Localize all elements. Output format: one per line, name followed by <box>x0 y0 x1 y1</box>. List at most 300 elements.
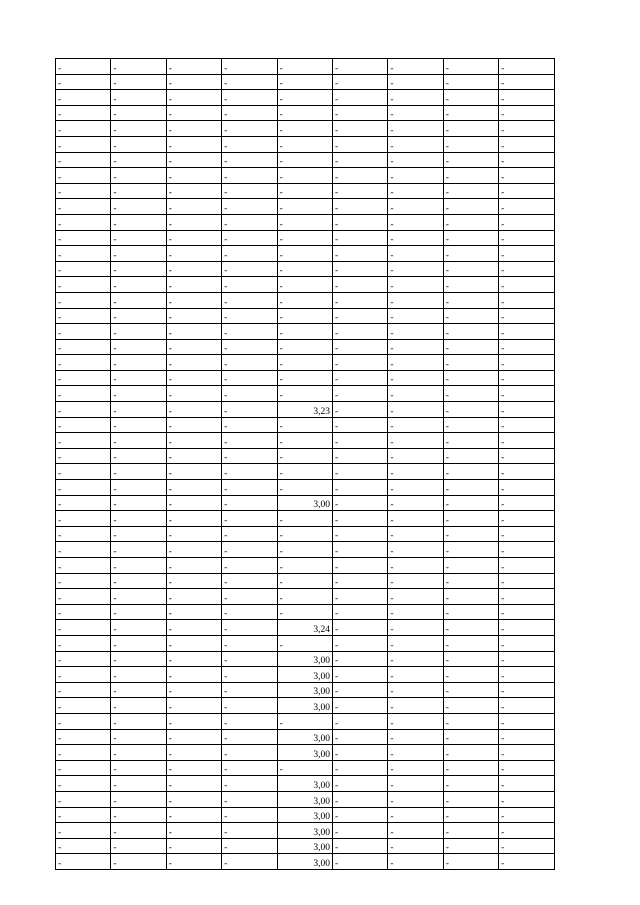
table-cell: - <box>277 230 332 246</box>
table-cell: - <box>443 745 498 761</box>
table-cell: - <box>222 573 277 589</box>
table-cell: - <box>332 386 387 402</box>
table-cell: - <box>277 324 332 340</box>
table-row <box>56 558 555 574</box>
table-cell: - <box>388 573 443 589</box>
table-cell: - <box>443 121 498 137</box>
table-cell: - <box>222 620 277 636</box>
table-cell: - <box>443 246 498 262</box>
table-row <box>56 776 555 792</box>
table-cell: - <box>499 152 554 168</box>
table-row <box>56 292 555 308</box>
table-cell: - <box>56 339 111 355</box>
table-cell: - <box>166 464 221 480</box>
table-cell: - <box>166 448 221 464</box>
table-cell: - <box>56 745 111 761</box>
table-row <box>56 402 555 418</box>
table-cell: 3,23 <box>277 402 332 418</box>
table-cell: - <box>388 558 443 574</box>
table-cell: - <box>222 511 277 527</box>
table-cell: - <box>332 277 387 293</box>
table-cell: - <box>332 324 387 340</box>
table-cell: - <box>277 214 332 230</box>
table-cell: - <box>111 59 166 75</box>
table-cell: - <box>443 433 498 449</box>
table-row <box>56 214 555 230</box>
table-cell: - <box>332 308 387 324</box>
table-cell: - <box>388 90 443 106</box>
table-row <box>56 729 555 745</box>
table-cell: - <box>222 854 277 870</box>
table-cell: - <box>56 355 111 371</box>
table-cell: - <box>111 480 166 496</box>
table-cell: - <box>111 558 166 574</box>
table-cell: - <box>443 59 498 75</box>
table-cell: - <box>56 370 111 386</box>
table-cell: - <box>222 136 277 152</box>
table-row <box>56 339 555 355</box>
table-cell: - <box>56 324 111 340</box>
table-cell: - <box>499 105 554 121</box>
data-table <box>55 58 555 870</box>
table-body <box>56 59 555 870</box>
table-cell: - <box>166 651 221 667</box>
table-row <box>56 433 555 449</box>
table-cell: - <box>388 230 443 246</box>
table-cell: - <box>388 448 443 464</box>
table-cell: - <box>443 526 498 542</box>
table-cell: - <box>388 651 443 667</box>
table-cell: - <box>443 90 498 106</box>
table-cell: - <box>222 230 277 246</box>
table-row <box>56 573 555 589</box>
table-cell: 3,00 <box>277 682 332 698</box>
table-cell: - <box>277 604 332 620</box>
table-cell: - <box>332 682 387 698</box>
table-row <box>56 651 555 667</box>
table-cell: - <box>111 183 166 199</box>
table-cell: - <box>332 526 387 542</box>
table-cell: - <box>222 807 277 823</box>
table-cell: - <box>332 495 387 511</box>
table-cell: - <box>388 74 443 90</box>
table-cell: - <box>166 776 221 792</box>
table-cell: - <box>332 573 387 589</box>
table-cell: - <box>166 480 221 496</box>
table-cell: - <box>166 433 221 449</box>
table-cell: - <box>499 667 554 683</box>
table-cell: - <box>332 651 387 667</box>
table-cell: - <box>111 105 166 121</box>
table-row <box>56 308 555 324</box>
table-cell: - <box>277 90 332 106</box>
table-cell: - <box>111 698 166 714</box>
table-cell: - <box>443 74 498 90</box>
table-cell: - <box>56 776 111 792</box>
table-row <box>56 745 555 761</box>
table-cell: - <box>332 339 387 355</box>
table-cell: - <box>222 339 277 355</box>
table-cell: - <box>56 480 111 496</box>
table-cell: - <box>388 542 443 558</box>
table-cell: - <box>222 90 277 106</box>
table-cell: - <box>277 464 332 480</box>
table-cell: - <box>443 199 498 215</box>
table-cell: - <box>56 261 111 277</box>
table-cell: - <box>443 682 498 698</box>
table-cell: - <box>443 776 498 792</box>
table-cell: - <box>499 791 554 807</box>
table-cell: - <box>222 542 277 558</box>
table-cell: - <box>443 635 498 651</box>
table-cell: - <box>499 745 554 761</box>
table-cell: - <box>277 152 332 168</box>
table-cell: - <box>222 526 277 542</box>
table-cell: - <box>388 729 443 745</box>
table-cell: - <box>443 355 498 371</box>
table-cell: - <box>277 370 332 386</box>
table-cell: - <box>499 635 554 651</box>
table-cell: - <box>388 152 443 168</box>
table-cell: - <box>388 791 443 807</box>
table-cell: - <box>443 308 498 324</box>
table-cell: - <box>111 526 166 542</box>
table-row <box>56 105 555 121</box>
table-cell: - <box>443 760 498 776</box>
table-cell: - <box>499 121 554 137</box>
table-cell: - <box>332 589 387 605</box>
table-cell: - <box>443 589 498 605</box>
table-cell: - <box>277 183 332 199</box>
table-cell: - <box>111 589 166 605</box>
table-cell: - <box>388 417 443 433</box>
table-cell: - <box>499 261 554 277</box>
table-cell: - <box>388 105 443 121</box>
table-cell: - <box>499 246 554 262</box>
table-row <box>56 526 555 542</box>
table-cell: 3,00 <box>277 838 332 854</box>
table-cell: - <box>277 121 332 137</box>
table-row <box>56 480 555 496</box>
table-cell: - <box>166 760 221 776</box>
table-cell: - <box>332 261 387 277</box>
table-cell: - <box>111 573 166 589</box>
table-cell: - <box>499 838 554 854</box>
table-cell: - <box>111 277 166 293</box>
table-cell: - <box>277 261 332 277</box>
table-cell: - <box>111 168 166 184</box>
table-row <box>56 199 555 215</box>
table-cell: - <box>499 620 554 636</box>
table-cell: - <box>111 651 166 667</box>
table-cell: - <box>56 292 111 308</box>
table-cell: - <box>388 667 443 683</box>
table-row <box>56 604 555 620</box>
table-cell: - <box>388 464 443 480</box>
table-cell: - <box>443 807 498 823</box>
table-cell: - <box>388 308 443 324</box>
table-cell: - <box>166 620 221 636</box>
table-cell: - <box>56 713 111 729</box>
table-cell: - <box>499 558 554 574</box>
table-cell: - <box>388 745 443 761</box>
table-cell: - <box>111 292 166 308</box>
table-cell: - <box>166 854 221 870</box>
table-cell: - <box>332 168 387 184</box>
table-cell: - <box>277 713 332 729</box>
table-cell: - <box>56 417 111 433</box>
table-cell: - <box>332 355 387 371</box>
table-cell: - <box>499 760 554 776</box>
table-cell: - <box>332 776 387 792</box>
table-cell: - <box>388 168 443 184</box>
table-cell: - <box>277 292 332 308</box>
table-cell: - <box>111 604 166 620</box>
table-cell: - <box>499 417 554 433</box>
table-cell: - <box>111 90 166 106</box>
table-cell: - <box>443 105 498 121</box>
table-cell: - <box>499 823 554 839</box>
table-cell: - <box>443 464 498 480</box>
table-cell: - <box>388 261 443 277</box>
table-cell: - <box>277 59 332 75</box>
table-cell: - <box>111 729 166 745</box>
table-cell: 3,00 <box>277 729 332 745</box>
table-cell: - <box>166 807 221 823</box>
table-cell: - <box>499 573 554 589</box>
table-cell: - <box>222 791 277 807</box>
table-cell: - <box>443 324 498 340</box>
table-cell: - <box>56 838 111 854</box>
table-cell: - <box>111 745 166 761</box>
table-cell: - <box>277 433 332 449</box>
table-cell: - <box>332 729 387 745</box>
table-cell: - <box>56 121 111 137</box>
table-row <box>56 698 555 714</box>
table-cell: - <box>277 355 332 371</box>
table-cell: - <box>56 620 111 636</box>
table-cell: - <box>499 339 554 355</box>
table-cell: - <box>332 90 387 106</box>
table-cell: - <box>111 386 166 402</box>
table-cell: - <box>222 448 277 464</box>
table-cell: - <box>222 682 277 698</box>
table-cell: - <box>332 136 387 152</box>
table-cell: - <box>388 386 443 402</box>
table-cell: 3,00 <box>277 791 332 807</box>
table-cell: - <box>56 542 111 558</box>
table-cell: - <box>56 308 111 324</box>
table-cell: - <box>499 355 554 371</box>
table-cell: - <box>56 698 111 714</box>
table-cell: - <box>166 745 221 761</box>
table-cell: - <box>222 760 277 776</box>
table-cell: - <box>332 105 387 121</box>
table-cell: - <box>111 152 166 168</box>
table-cell: - <box>332 838 387 854</box>
table-cell: - <box>388 370 443 386</box>
table-cell: - <box>56 199 111 215</box>
table-cell: - <box>499 74 554 90</box>
table-cell: - <box>166 277 221 293</box>
table-cell: - <box>388 277 443 293</box>
table-cell: - <box>332 698 387 714</box>
table-cell: - <box>166 292 221 308</box>
table-cell: - <box>388 214 443 230</box>
table-cell: - <box>443 214 498 230</box>
table-cell: - <box>56 277 111 293</box>
table-cell: - <box>56 386 111 402</box>
table-cell: - <box>332 152 387 168</box>
table-cell: - <box>388 59 443 75</box>
table-cell: - <box>443 854 498 870</box>
table-cell: - <box>388 339 443 355</box>
table-cell: - <box>111 402 166 418</box>
table-cell: - <box>443 183 498 199</box>
table-cell: - <box>277 448 332 464</box>
table-cell: - <box>56 183 111 199</box>
table-cell: - <box>499 589 554 605</box>
table-cell: - <box>499 448 554 464</box>
table-cell: - <box>499 651 554 667</box>
table-cell: - <box>166 214 221 230</box>
table-cell: - <box>166 558 221 574</box>
table-cell: - <box>388 526 443 542</box>
table-cell: - <box>443 495 498 511</box>
table-cell: - <box>166 511 221 527</box>
table-cell: 3,00 <box>277 495 332 511</box>
table-row <box>56 589 555 605</box>
table-cell: - <box>166 667 221 683</box>
table-cell: - <box>388 246 443 262</box>
table-cell: - <box>443 402 498 418</box>
table-cell: - <box>222 776 277 792</box>
table-cell: - <box>166 74 221 90</box>
table-cell: - <box>111 511 166 527</box>
table-cell: - <box>499 230 554 246</box>
table-cell: - <box>222 745 277 761</box>
table-cell: - <box>499 308 554 324</box>
table-row <box>56 823 555 839</box>
table-cell: - <box>332 667 387 683</box>
table-cell: - <box>443 698 498 714</box>
table-cell: - <box>443 713 498 729</box>
table-cell: - <box>222 152 277 168</box>
table-cell: - <box>388 495 443 511</box>
table-cell: - <box>111 448 166 464</box>
table-row <box>56 464 555 480</box>
table-row <box>56 183 555 199</box>
table-cell: - <box>277 480 332 496</box>
table-cell: - <box>332 464 387 480</box>
table-row <box>56 277 555 293</box>
table-cell: - <box>111 136 166 152</box>
table-cell: - <box>332 542 387 558</box>
table-cell: - <box>56 511 111 527</box>
table-cell: - <box>166 370 221 386</box>
table-row <box>56 448 555 464</box>
table-cell: - <box>499 183 554 199</box>
table-cell: - <box>111 339 166 355</box>
table-cell: - <box>332 74 387 90</box>
table-row <box>56 386 555 402</box>
table-cell: - <box>499 604 554 620</box>
table-cell: - <box>443 620 498 636</box>
table-cell: - <box>277 511 332 527</box>
table-cell: - <box>222 324 277 340</box>
table-cell: - <box>388 854 443 870</box>
table-cell: - <box>166 823 221 839</box>
table-cell: - <box>222 495 277 511</box>
table-cell: - <box>56 682 111 698</box>
table-cell: - <box>332 183 387 199</box>
table-cell: - <box>277 760 332 776</box>
table-cell: - <box>499 402 554 418</box>
table-cell: - <box>388 136 443 152</box>
table-cell: - <box>388 698 443 714</box>
table-cell: - <box>111 433 166 449</box>
table-cell: - <box>277 526 332 542</box>
table-cell: - <box>499 168 554 184</box>
table-cell: - <box>111 417 166 433</box>
table-row <box>56 355 555 371</box>
table-cell: - <box>277 136 332 152</box>
table-cell: - <box>277 246 332 262</box>
table-cell: - <box>332 433 387 449</box>
table-cell: - <box>277 417 332 433</box>
table-cell: - <box>166 791 221 807</box>
table-cell: - <box>443 417 498 433</box>
table-cell: - <box>56 807 111 823</box>
table-cell: - <box>443 729 498 745</box>
table-cell: - <box>332 760 387 776</box>
table-cell: - <box>499 136 554 152</box>
table-cell: - <box>111 121 166 137</box>
table-cell: - <box>111 230 166 246</box>
table-cell: - <box>166 604 221 620</box>
table-cell: 3,00 <box>277 823 332 839</box>
table-cell: - <box>332 121 387 137</box>
table-row <box>56 324 555 340</box>
table-cell: - <box>332 745 387 761</box>
table-cell: - <box>56 136 111 152</box>
table-cell: - <box>443 511 498 527</box>
table-cell: - <box>111 776 166 792</box>
table-cell: - <box>166 635 221 651</box>
table-row <box>56 495 555 511</box>
table-row <box>56 246 555 262</box>
table-cell: - <box>443 667 498 683</box>
table-cell: - <box>166 355 221 371</box>
table-cell: - <box>499 776 554 792</box>
table-cell: - <box>166 729 221 745</box>
table-cell: - <box>56 464 111 480</box>
table-cell: - <box>166 402 221 418</box>
table-cell: - <box>56 667 111 683</box>
table-cell: - <box>56 433 111 449</box>
table-cell: - <box>166 417 221 433</box>
table-row <box>56 838 555 854</box>
table-cell: - <box>499 433 554 449</box>
table-cell: - <box>111 823 166 839</box>
table-cell: - <box>166 183 221 199</box>
table-cell: - <box>56 105 111 121</box>
table-cell: - <box>443 230 498 246</box>
table-cell: - <box>499 464 554 480</box>
table-cell: - <box>499 59 554 75</box>
table-cell: - <box>111 667 166 683</box>
table-cell: - <box>499 854 554 870</box>
